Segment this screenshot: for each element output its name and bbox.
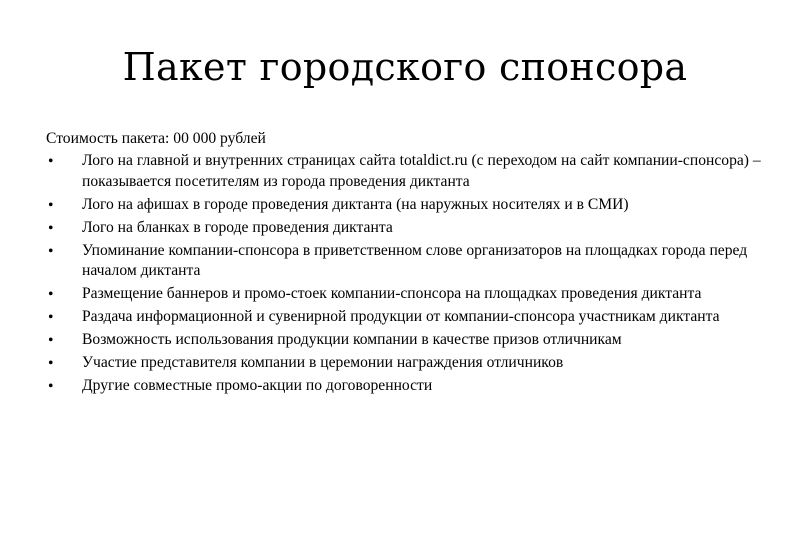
list-item [46, 150, 786, 194]
slide-title: Пакет городского спонсора [122, 45, 688, 89]
bullet-icon: • [48, 196, 54, 214]
list-item [46, 194, 786, 217]
benefits-list [46, 150, 786, 398]
bullet-icon: • [48, 309, 54, 326]
list-item [46, 283, 786, 306]
list-item [46, 240, 786, 284]
list-item-text: Лого на главной и внутренних страницах сайта totaldict.ru (с переходом на сайт компании-спонсора) – показывается посетителям из города проведения диктанта [82, 152, 761, 190]
list-item [46, 306, 786, 329]
list-item-text: Участие представителя компании в церемонии награждения отличников [82, 354, 564, 371]
slide-body [46, 127, 786, 398]
bullet-icon: • [48, 242, 54, 260]
list-item [46, 352, 786, 375]
list-item [46, 217, 786, 240]
bullet-icon: • [48, 153, 54, 170]
list-item-text: Другие совместные промо-акции по договоренности [82, 377, 433, 394]
list-item-text: Лого на афишах в городе проведения диктанта (на наружных носителях и в СМИ) [82, 195, 629, 213]
list-item-text: Размещение баннеров и промо-стоек компании-спонсора на площадках проведения диктанта [82, 285, 702, 302]
list-item-text: Раздача информационной и сувенирной продукции от компании-спонсора участникам диктанта [82, 308, 720, 325]
bullet-icon: • [48, 332, 54, 349]
package-price: Стоимость пакета: 00 000 рублей [46, 130, 266, 147]
bullet-icon: • [48, 219, 54, 237]
list-item-text: Лого на бланках в городе проведения диктанта [82, 218, 393, 236]
bullet-icon: • [48, 378, 54, 395]
list-item [46, 329, 786, 352]
bullet-icon: • [48, 355, 54, 372]
bullet-icon: • [48, 286, 54, 303]
list-item-text: Возможность использования продукции компании в качестве призов отличникам [82, 331, 622, 348]
list-item-text: Упоминание компании-спонсора в приветственном слове организаторов на площадках города перед началом диктанта [82, 241, 748, 279]
list-item [46, 375, 786, 398]
